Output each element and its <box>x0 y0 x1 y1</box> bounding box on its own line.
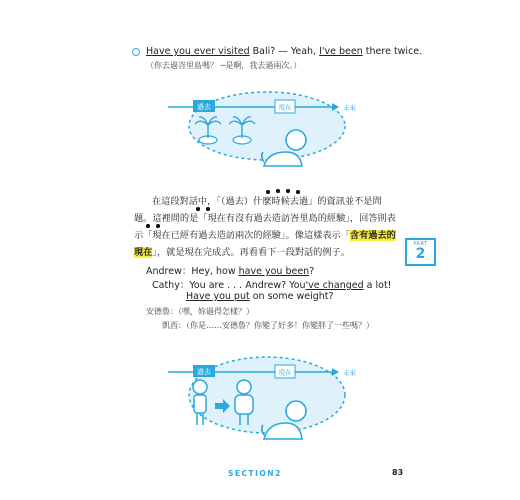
paragraph-line-4 <box>134 244 434 261</box>
dialogue-translation-cathy: 凱西：（你是……安德魯？你變了好多！你變胖了一些嗎？） <box>162 321 374 330</box>
timeline-illustration-2 <box>160 345 420 455</box>
example-sentence-1 <box>132 46 422 57</box>
highlighted-term: 現在 <box>134 247 153 258</box>
arrow-icon <box>332 368 339 376</box>
part-label: PART <box>413 241 428 247</box>
answer-rest: there twice. <box>362 46 423 57</box>
circle-bullet-icon <box>132 48 140 56</box>
paragraph-text: 題。這裡問的是「現在有沒有過去造訪峇里島的經驗」，回答則表 <box>134 213 396 224</box>
part-number: 2 <box>415 246 426 262</box>
dialogue-underlined: have you been <box>238 266 310 277</box>
question-underlined: Have you ever visited <box>146 46 250 57</box>
emphasis-dot <box>276 189 280 193</box>
section-label: SECTION2 <box>228 469 282 478</box>
dialogue-text: a lot! <box>363 280 392 291</box>
paragraph-text: 在這段對話中，「（過去）什麼時候去過」的資訊並不是問 <box>152 196 382 207</box>
dialogue-translation-andrew: 安德魯：（嘿，妳過得怎樣？） <box>146 307 254 316</box>
paragraph-line-1 <box>134 193 434 210</box>
future-label: 未來 <box>343 369 356 377</box>
dialogue-line-andrew <box>146 263 314 277</box>
dialogue-line-cathy <box>152 277 391 291</box>
paragraph-line-3 <box>134 227 434 244</box>
speaker-andrew: Andrew： <box>146 266 192 277</box>
explanation-paragraph <box>134 193 434 261</box>
part-tab <box>405 238 436 266</box>
timeline-illustration-1 <box>160 80 420 180</box>
dialogue-text: on some weight? <box>249 291 334 302</box>
page-number: 83 <box>392 468 404 477</box>
question-rest: Bali? — Yeah, <box>249 46 320 57</box>
past-label: 過去 <box>197 368 211 376</box>
present-label: 現在 <box>278 103 292 112</box>
example-translation-1: （你去過峇里島嗎？ ─是啊，我去過兩次。） <box>146 61 302 70</box>
past-label: 過去 <box>197 103 211 111</box>
emphasis-dot <box>286 189 290 193</box>
dialogue-underlined: 've changed <box>305 280 364 291</box>
paragraph-text: 示「現在已經有過去造訪兩次的經驗」。像這樣表示「 <box>134 230 350 241</box>
answer-underlined: I've been <box>319 46 363 57</box>
dialogue-text: ? <box>309 266 315 277</box>
paragraph-line-2 <box>134 210 434 227</box>
speaker-cathy: Cathy： <box>152 280 190 291</box>
present-label: 現在 <box>278 368 292 377</box>
paragraph-text: 」，就是現在完成式。再看看下一段對話的例子。 <box>152 247 350 258</box>
dialogue-underlined: Have you put <box>186 291 250 302</box>
dialogue-text: Hey, how <box>191 266 239 277</box>
dialogue-line-cathy-2 <box>186 291 334 302</box>
future-label: 未來 <box>343 104 356 112</box>
highlighted-term: 含有過去的 <box>349 230 396 241</box>
dialogue-text: You are . . . Andrew? You <box>189 280 306 291</box>
